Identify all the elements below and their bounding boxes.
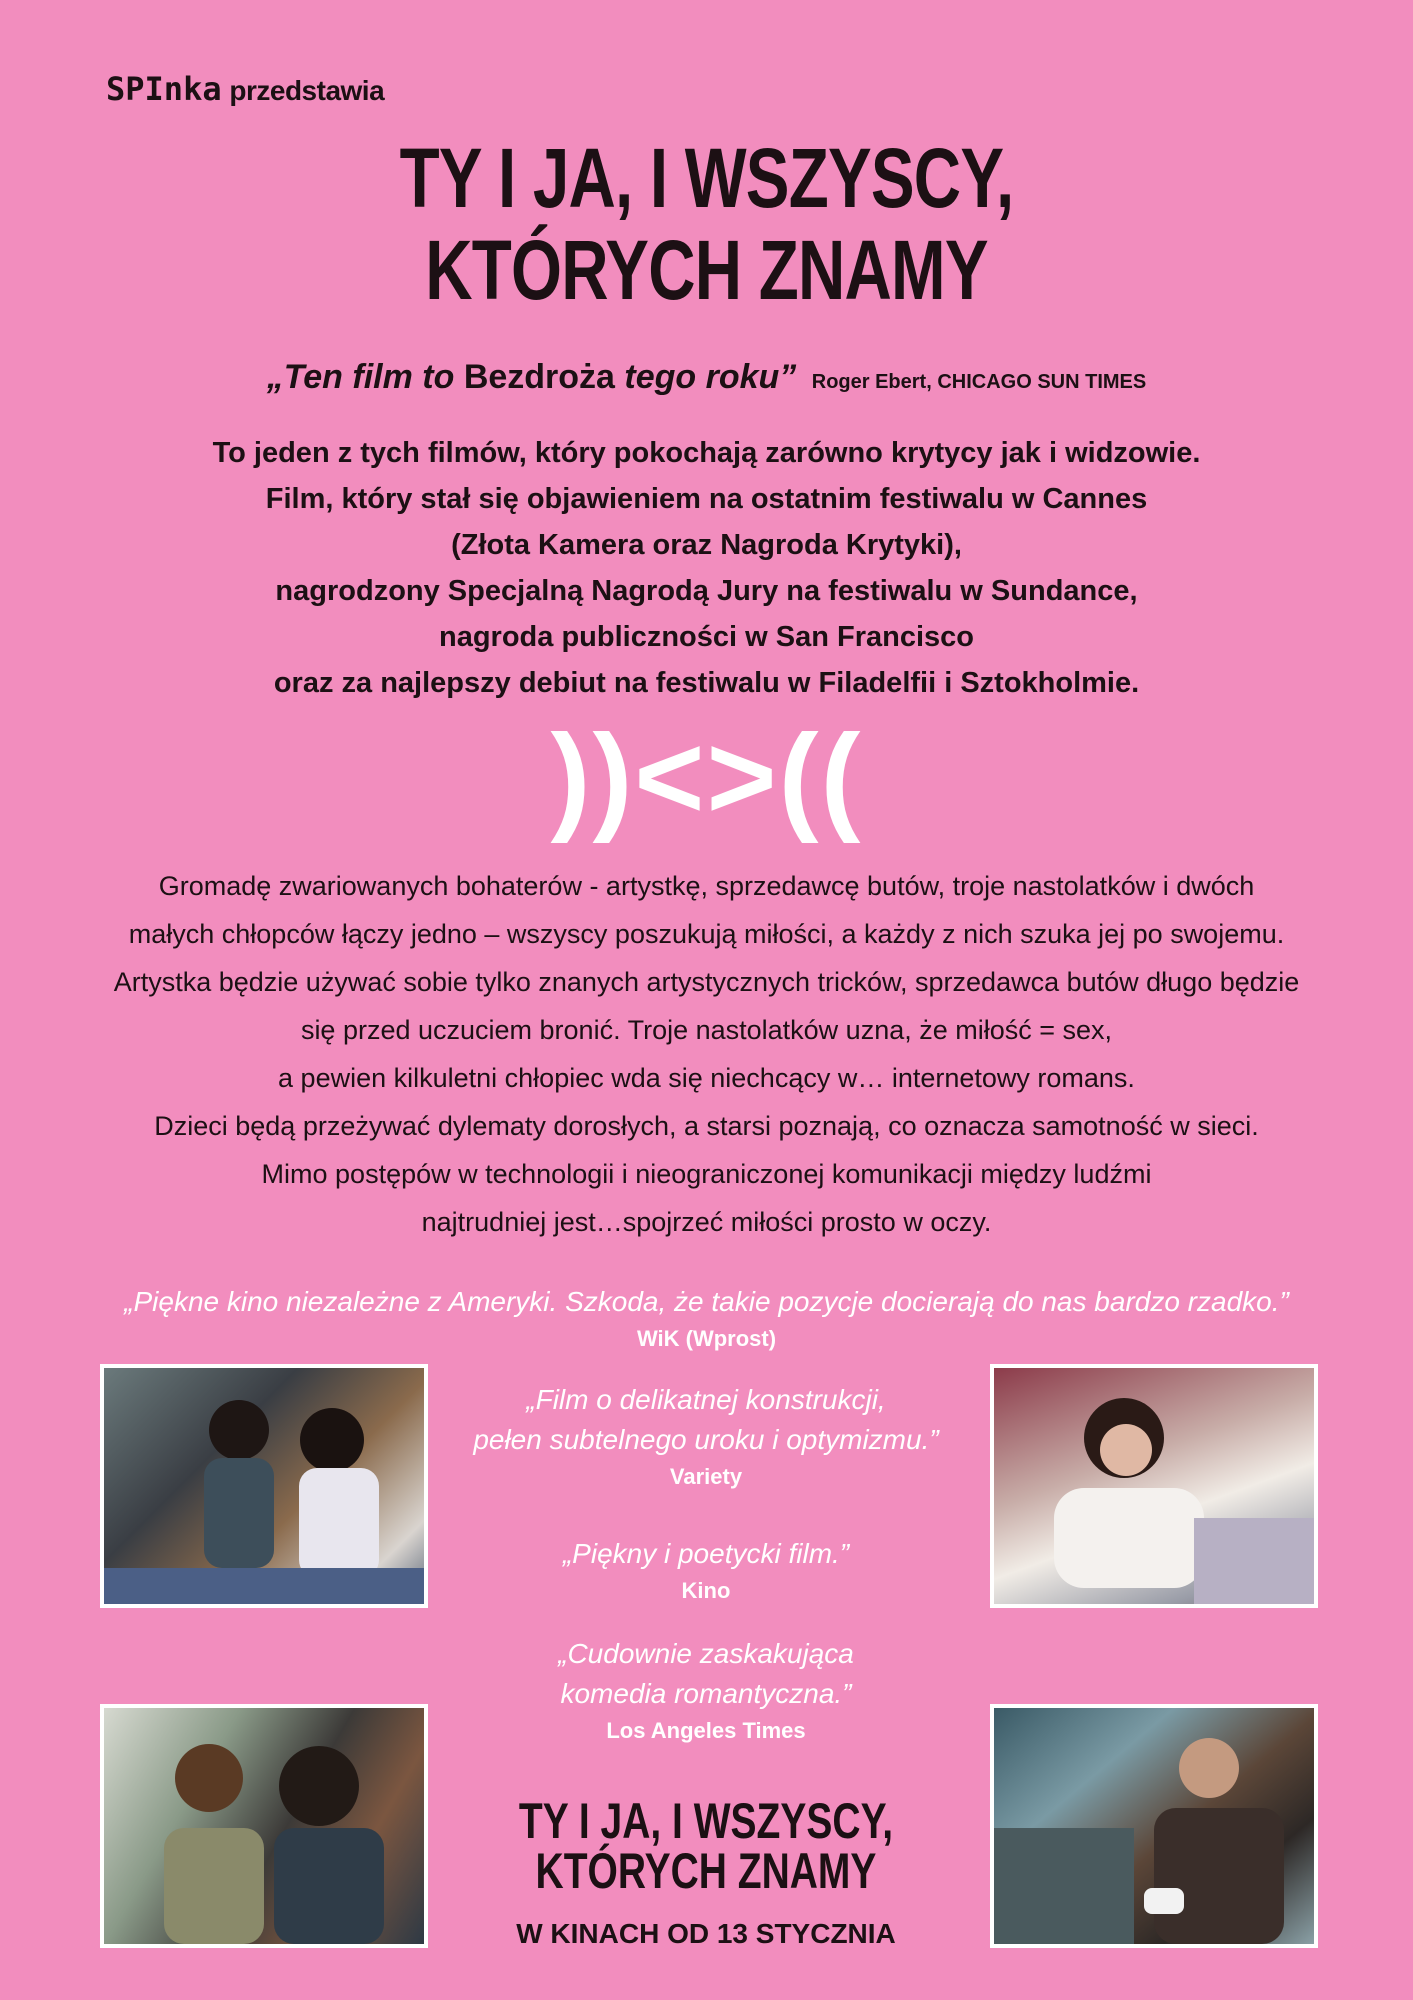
awards-line: nagroda publiczności w San Francisco <box>439 621 974 653</box>
synopsis-line: Mimo postępów w technologii i nieograniczonej komunikacji między ludźmi <box>261 1159 1152 1189</box>
lead-quote-text <box>267 358 797 396</box>
synopsis-line: Dzieci będą przeżywać dylematy dorosłych, a starsi poznają, co oznacza samotność w sieci. <box>154 1111 1259 1141</box>
review-source: Los Angeles Times <box>606 1718 806 1743</box>
film-still-salesman <box>990 1704 1318 1948</box>
synopsis-line: a pewien kilkuletni chłopiec wda się niechcący w… internetowy romans. <box>278 1063 1135 1093</box>
lead-quote-part: tego roku” <box>614 358 797 396</box>
still-shapes <box>994 1708 1314 1944</box>
review-source: Variety <box>669 1464 743 1489</box>
review-quote <box>0 1282 1413 1356</box>
release-date: W KINACH OD 13 STYCZNIA <box>516 1918 896 1949</box>
synopsis-line: Artystka będzie używać sobie tylko znanych artystycznych tricków, sprzedawca butów długo będzie <box>113 967 1300 997</box>
still-shapes <box>994 1368 1314 1604</box>
presenter-line <box>106 70 384 108</box>
film-title <box>155 132 1257 316</box>
still-shapes <box>104 1708 424 1944</box>
review-text: „Cudownie zaskakująca <box>558 1638 854 1669</box>
awards-line: (Złota Kamera oraz Nagroda Krytyki), <box>451 529 962 561</box>
review-quote <box>456 1534 956 1608</box>
decorative-symbol: ))<>(( <box>550 710 863 844</box>
review-source: WiK (Wprost) <box>636 1326 777 1351</box>
awards-line: oraz za najlepszy debiut na festiwalu w Filadelfii i Sztokholmie. <box>273 667 1140 699</box>
synopsis-line: Gromadę zwariowanych bohaterów - artystkę, sprzedawcę butów, troje nastolatków i dwóch <box>158 871 1255 901</box>
awards-paragraph <box>0 430 1413 706</box>
review-quote <box>456 1380 956 1494</box>
closing-title <box>511 1793 901 1899</box>
review-text: pełen subtelnego uroku i optymizmu.” <box>473 1424 939 1455</box>
film-title-line: KTÓRYCH ZNAMY <box>425 223 988 317</box>
lead-quote-part: „Ten film to <box>266 358 464 396</box>
closing-title-line: KTÓRYCH ZNAMY <box>535 1843 877 1899</box>
film-still-girls <box>100 1704 428 1948</box>
distributor-logo: SPInka <box>106 70 222 108</box>
review-text: „Piękny i poetycki film.” <box>562 1538 850 1569</box>
synopsis-line: najtrudniej jest…spojrzeć miłości prosto w oczy. <box>421 1207 992 1237</box>
film-still-boys <box>100 1364 428 1608</box>
lead-quote-part: Bezdroża <box>463 358 615 396</box>
film-still-woman <box>990 1364 1318 1608</box>
review-text: „Piękne kino niezależne z Ameryki. Szkoda, że takie pozycje docierają do nas bardzo rzadko.” <box>124 1286 1289 1317</box>
synopsis-line: się przed uczuciem bronić. Troje nastolatków uzna, że miłość = sex, <box>300 1015 1113 1045</box>
review-source: Kino <box>681 1578 731 1603</box>
awards-line: Film, który stał się objawieniem na ostatnim festiwalu w Cannes <box>265 483 1148 515</box>
still-shapes <box>104 1368 424 1604</box>
review-text: komedia romantyczna.” <box>560 1678 852 1709</box>
lead-quote-source: Roger Ebert, CHICAGO SUN TIMES <box>811 371 1147 393</box>
synopsis-line: małych chłopców łączy jedno – wszyscy poszukują miłości, a każdy z nich szuka jej po swojemu. <box>128 919 1285 949</box>
closing-title-line: TY I JA, I WSZYSCY, <box>518 1793 894 1849</box>
film-title-line: TY I JA, I WSZYSCY, <box>399 131 1014 225</box>
awards-line: To jeden z tych filmów, który pokochają zarówno krytycy jak i widzowie. <box>212 437 1201 469</box>
review-quote <box>456 1634 956 1748</box>
review-text: „Film o delikatnej konstrukcji, <box>526 1384 886 1415</box>
lead-quote <box>0 358 1413 397</box>
presenter-text: przedstawia <box>229 75 385 106</box>
synopsis-paragraph <box>0 862 1413 1246</box>
awards-line: nagrodzony Specjalną Nagrodą Jury na festiwalu w Sundance, <box>275 575 1138 607</box>
